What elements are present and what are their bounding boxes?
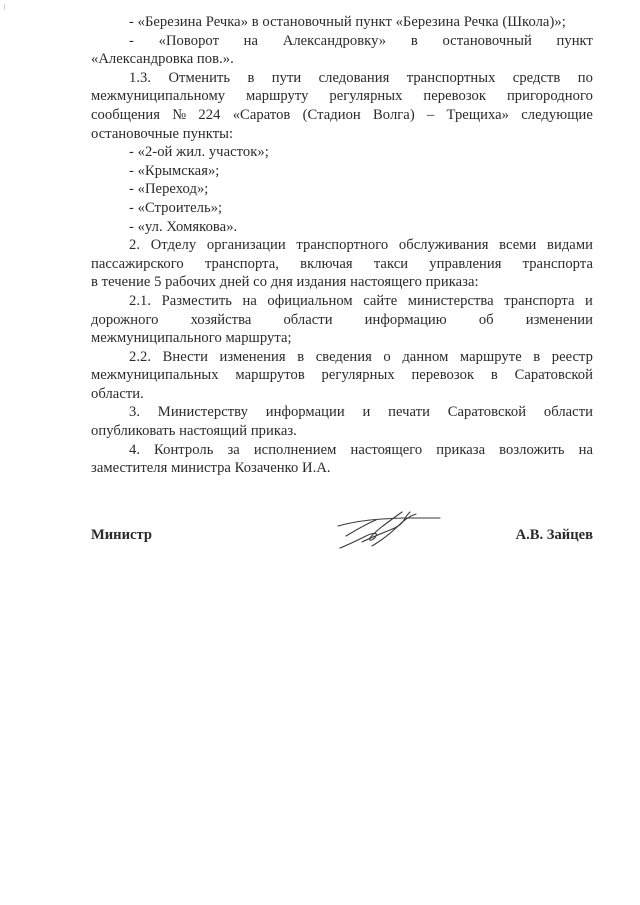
word: за: [227, 441, 240, 458]
word: регулярных: [329, 88, 403, 105]
word: перевозок: [423, 88, 487, 105]
word: в: [297, 348, 305, 365]
text-line: в течение 5 рабочих дней со дня издания настоящего приказа:: [91, 274, 479, 291]
word: 4.: [129, 441, 141, 458]
word: 2.2.: [129, 348, 152, 365]
word: транспортного: [296, 237, 389, 254]
order-text: [91, 13, 593, 478]
text-line-justified: [91, 255, 593, 274]
word: исполнением: [253, 441, 337, 458]
word: настоящего: [350, 441, 423, 458]
word: сайте: [363, 292, 398, 309]
word: на: [243, 32, 259, 49]
text-line-justified: [91, 403, 593, 422]
word: управления: [429, 255, 502, 272]
word: Саратовской: [447, 404, 527, 421]
word: транспорта,: [204, 255, 279, 272]
word: -: [129, 32, 134, 49]
word: приказа: [436, 441, 486, 458]
text-line: остановочные пункты:: [91, 125, 234, 142]
word: в: [490, 367, 498, 384]
word: официальном: [267, 292, 353, 309]
word: Отменить: [168, 69, 231, 86]
word: включая: [300, 255, 353, 272]
text-line-justified: [91, 32, 593, 51]
word: и: [362, 404, 371, 421]
word: 3.: [129, 404, 141, 421]
word: Отделу: [150, 237, 197, 254]
word: министерства: [407, 292, 494, 309]
word: Разместить: [161, 292, 233, 309]
word: Внести: [162, 348, 208, 365]
text-line-justified: [91, 292, 593, 311]
list-item-stop: - «Строитель»;: [129, 199, 223, 216]
text-line-justified: [91, 348, 593, 367]
word: на: [578, 441, 593, 458]
word: реестр: [551, 348, 593, 365]
scan-mark: [4, 4, 5, 10]
text-line: области.: [91, 385, 144, 402]
word: на: [242, 292, 257, 309]
word: (Стадион: [302, 106, 361, 123]
word: транспортных: [406, 69, 496, 86]
word: 224: [198, 106, 221, 123]
word: 2.: [129, 237, 141, 254]
word: дорожного: [91, 311, 159, 328]
text-line-justified: [91, 441, 593, 460]
text-line-stop-rename: - «Березина Речка» в остановочный пункт «Березина Речка (Школа)»;: [129, 14, 566, 30]
word: об: [478, 311, 494, 328]
word: в: [533, 348, 541, 365]
word: Волга): [373, 106, 415, 123]
word: сообщения: [91, 106, 160, 123]
word: пути: [271, 69, 302, 86]
word: перевозок: [411, 367, 475, 384]
word: обслуживания: [398, 237, 489, 254]
word: межмуниципальных: [91, 367, 219, 384]
word: и: [585, 292, 593, 309]
word: –: [426, 106, 435, 123]
word: регулярных: [321, 367, 395, 384]
word: данном: [402, 348, 449, 365]
word: по: [577, 69, 593, 86]
word: Контроль: [154, 441, 214, 458]
word: такси: [373, 255, 409, 272]
word: сведения: [315, 348, 372, 365]
text-line: «Александровка пов.».: [91, 51, 234, 68]
word: Министерству: [157, 404, 248, 421]
text-line: межмуниципального маршрута;: [91, 330, 292, 347]
word: изменении: [525, 311, 593, 328]
word: транспорта: [504, 292, 575, 309]
word: Саратовской: [514, 367, 593, 384]
list-item-stop: - «2-ой жил. участок»;: [129, 144, 269, 161]
word: транспорта: [522, 255, 593, 272]
text-line-justified: [91, 106, 593, 125]
word: межмуниципальному: [91, 88, 226, 105]
word: пассажирского: [91, 255, 184, 272]
word: организации: [206, 237, 286, 254]
text-line: опубликовать настоящий приказ.: [91, 423, 297, 440]
word: в: [247, 69, 255, 86]
word: пригородного: [506, 88, 593, 105]
list-item-stop: - «ул. Хомякова».: [129, 218, 238, 235]
word: маршрутов: [235, 367, 305, 384]
text-line: заместителя министра Козаченко И.А.: [91, 460, 331, 477]
list-item-stop: - «Переход»;: [129, 181, 209, 198]
word: области: [283, 311, 333, 328]
list-item-stop: - «Крымская»;: [129, 162, 220, 179]
text-line-justified: [91, 87, 593, 106]
text-line-justified: [91, 69, 593, 88]
word: средств: [512, 69, 561, 86]
signatory-title: Министр: [91, 527, 152, 543]
word: видами: [547, 237, 593, 254]
word: 2.1.: [129, 292, 152, 309]
word: 1.3.: [129, 69, 152, 86]
word: возложить: [499, 441, 565, 458]
word: №: [172, 106, 187, 123]
text-line-justified: [91, 311, 593, 330]
word: о: [383, 348, 391, 365]
word: в: [410, 32, 418, 49]
word: информации: [265, 404, 345, 421]
word: остановочный: [442, 32, 532, 49]
word: маршруту: [246, 88, 309, 105]
text-line-justified: [91, 236, 593, 255]
signature-row: [91, 527, 593, 551]
word: изменения: [219, 348, 286, 365]
word: «Поворот: [158, 32, 219, 49]
word: информацию: [364, 311, 447, 328]
text-line-justified: [91, 366, 593, 385]
word: Александровку»: [282, 32, 387, 49]
word: области: [543, 404, 593, 421]
word: маршруте: [459, 348, 522, 365]
word: всеми: [499, 237, 537, 254]
word: Трещиха»: [446, 106, 510, 123]
word: «Саратов: [232, 106, 291, 123]
word: печати: [388, 404, 430, 421]
signatory-name: А.В. Зайцев: [515, 527, 593, 543]
word: хозяйства: [190, 311, 252, 328]
word: пункт: [556, 32, 593, 49]
word: следования: [318, 69, 390, 86]
word: следующие: [521, 106, 593, 123]
